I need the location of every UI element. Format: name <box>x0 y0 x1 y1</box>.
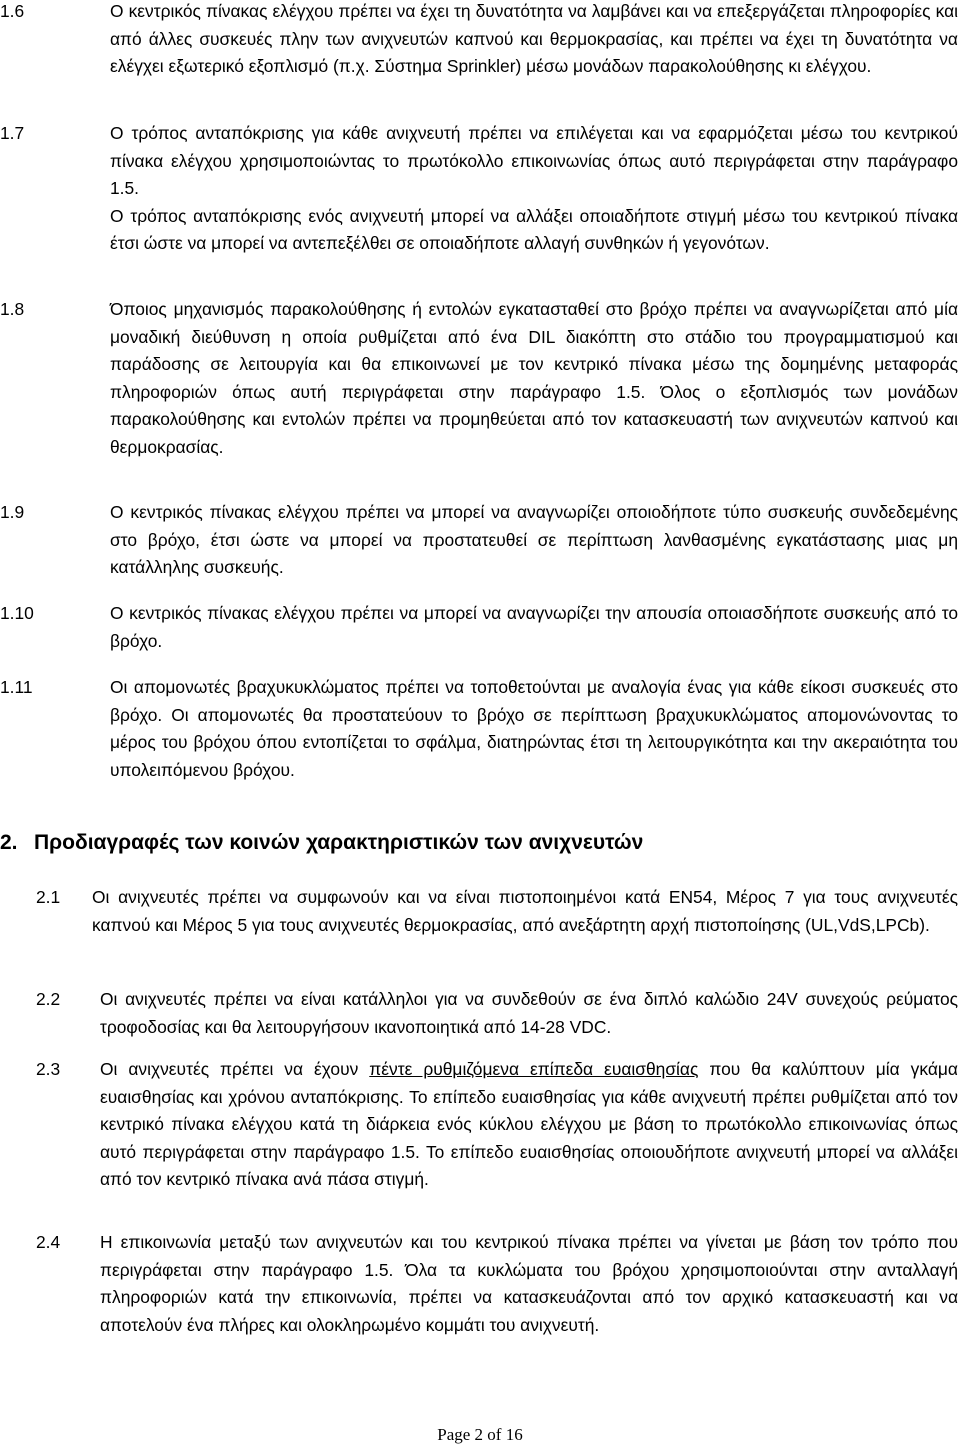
underlined-phrase: πέντε ρυθμιζόμενα επίπεδα ευαισθησίας <box>369 1059 699 1079</box>
paragraph-number: 1.9 <box>0 502 25 522</box>
paragraph-text: Ο κεντρικός πίνακας ελέγχου πρέπει να μπορεί να αναγνωρίζει οποιοδήποτε τύπο συσκευής συνδεδεμένης στο βρόχο, έτσι ώστε να μπορεί να προστατευθεί σε περίπτωση λανθασμένης εγκατάστασης μιας μη κατάλληλης συσκευής. <box>110 502 958 578</box>
paragraph-number: 1.7 <box>0 123 25 143</box>
paragraph-number: 2.4 <box>36 1232 61 1252</box>
paragraph-number: 2.1 <box>36 887 61 907</box>
paragraph-2-2 <box>0 986 960 1041</box>
paragraph-number: 1.6 <box>0 1 25 21</box>
paragraph-text: Ο κεντρικός πίνακας ελέγχου πρέπει να έχει τη δυνατότητα να λαμβάνει και να επεξεργάζεται πληροφορίες και από άλλες συσκευές πλην των ανιχνευτών καπνού και θερμοκρασίας, και πρέπει να έχει τη δυνατότητα να ελέγχει εξωτερικό εξοπλισμό (π.χ. Σύστημα Sprinkler) μέσω μονάδων παρακολούθησης κι ελέγχου. <box>110 1 958 77</box>
paragraph-number: 1.8 <box>0 299 25 319</box>
paragraph-2-3 <box>0 1056 960 1194</box>
paragraph-text-start: Οι ανιχνευτές πρέπει να έχουν <box>100 1059 370 1079</box>
section-heading <box>0 829 643 857</box>
paragraph-2-1 <box>0 884 960 939</box>
paragraph-1-8 <box>0 296 960 462</box>
paragraph-1-11 <box>0 674 960 784</box>
paragraph-2-4 <box>0 1229 960 1339</box>
paragraph-number: 2.2 <box>36 989 61 1009</box>
paragraph-text: Οι ανιχνευτές πρέπει να συμφωνούν και να είναι πιστοποιημένοι κατά EN54, Μέρος 7 για τους ανιχνευτές καπνού και Μέρος 5 για τους ανιχνευτές θερμοκρασίας, από ανεξάρτητη αρχή πιστοποίησης (UL,VdS,LPCb). <box>92 887 958 935</box>
paragraph-text: Ο τρόπος ανταπόκρισης για κάθε ανιχνευτή πρέπει να επιλέγεται και να εφαρμόζεται μέσω του κεντρικού πίνακα ελέγχου χρησιμοποιώντας το πρωτόκολλο επικοινωνίας όπως αυτό περιγράφεται στην παράγραφο 1.5. <box>110 123 958 199</box>
paragraph-text <box>100 1056 958 1194</box>
paragraph-number: 1.11 <box>0 677 33 697</box>
paragraph-text: Όποιος μηχανισμός παρακολούθησης ή εντολών εγκατασταθεί στο βρόχο πρέπει να αναγνωρίζεται από μία μοναδική διεύθυνση η οποία ρυθμίζεται από ένα DIL διακόπτη στο στάδιο του προγραμματισμού και παράδοσης σε λειτουργία και θα επικοινωνεί με τον κεντρικό πίνακα μέσω της δομημένης μεταφοράς πληροφοριών όπως αυτή περιγράφεται στην παράγραφο 1.5. Όλος ο εξοπλισμός των μονάδων παρακολούθησης και εντολών πρέπει να προμηθεύεται από τον κατασκευαστή των ανιχνευτών καπνού και θερμοκρασίας. <box>110 299 958 457</box>
paragraph-1-9 <box>0 499 960 582</box>
paragraph-text-rest: που θα καλύπτουν μία γκάμα ευαισθησίας και χρόνου ανταπόκρισης. Το επίπεδο ευαισθησίας για κάθε ανιχνευτή πρέπει ρυθμίζεται από τον κεντρικό πίνακα ελέγχου κατά τη διάρκεια ενός κύκλου ελέγχου με βάση το πρωτόκολλο επικοινωνίας όπως αυτό περιγράφεται στην παράγραφο 1.5. Το επίπεδο ευαισθησίας οποιουδήποτε ανιχνευτή μπορεί να αλλάξει από τον κεντρικό πίνακα ανά πάσα στιγμή. <box>100 1059 958 1190</box>
paragraph-text: Οι ανιχνευτές πρέπει να είναι κατάλληλοι για να συνδεθούν σε ένα διπλό καλώδιο 24V συνεχούς ρεύματος τροφοδοσίας και θα λειτουργήσουν ικανοποιητικά από 14-28 VDC. <box>100 989 958 1037</box>
paragraph-text-continued: Ο τρόπος ανταπόκρισης ενός ανιχνευτή μπορεί να αλλάξει οποιαδήποτε στιγμή μέσω του κεντρικού πίνακα έτσι ώστε να μπορεί να αντεπεξέλθει σε οποιαδήποτε αλλαγή συνθηκών ή γεγονότων. <box>110 205 958 254</box>
section-number: 2. <box>0 831 18 854</box>
paragraph-number: 1.10 <box>0 603 34 623</box>
paragraph-text: Οι απομονωτές βραχυκυκλώματος πρέπει να τοποθετούνται με αναλογία ένας για κάθε είκοσι συσκευές στο βρόχο. Οι απομονωτές θα προστατεύουν το βρόχο σε περίπτωση βραχυκυκλώματος απομονώνοντας το μέρος του βρόχου όπου εντοπίζεται το σφάλμα, διατηρώντας έτσι τη λειτουργικότητα και την ακεραιότητα του υπολειπόμενου βρόχου. <box>110 677 958 780</box>
paragraph-text: Ο κεντρικός πίνακας ελέγχου πρέπει να μπορεί να αναγνωρίζει την απουσία οποιασδήποτε συσκευής από το βρόχο. <box>110 603 958 651</box>
paragraph-1-7 <box>0 120 960 258</box>
paragraph-text: Η επικοινωνία μεταξύ των ανιχνευτών και του κεντρικού πίνακα πρέπει να γίνεται με βάση τον τρόπο που περιγράφεται στην παράγραφο 1.5. Όλα τα κυκλώματα του βρόχου χρησιμοποιούνται στην ανταλλαγή πληροφοριών κατά την επικοινωνία, πρέπει να κατασκευάζονται από τον αρχικό κατασκευαστή και να αποτελούν ένα πλήρες και ολοκληρωμένο κομμάτι του ανιχνευτή. <box>100 1232 958 1335</box>
paragraph-number: 2.3 <box>36 1059 61 1079</box>
paragraph-1-10 <box>0 600 960 655</box>
paragraph-1-6 <box>0 0 960 81</box>
page-footer: Page 2 of 16 <box>437 1425 523 1444</box>
section-title: Προδιαγραφές των κοινών χαρακτηριστικών των ανιχνευτών <box>34 831 644 854</box>
